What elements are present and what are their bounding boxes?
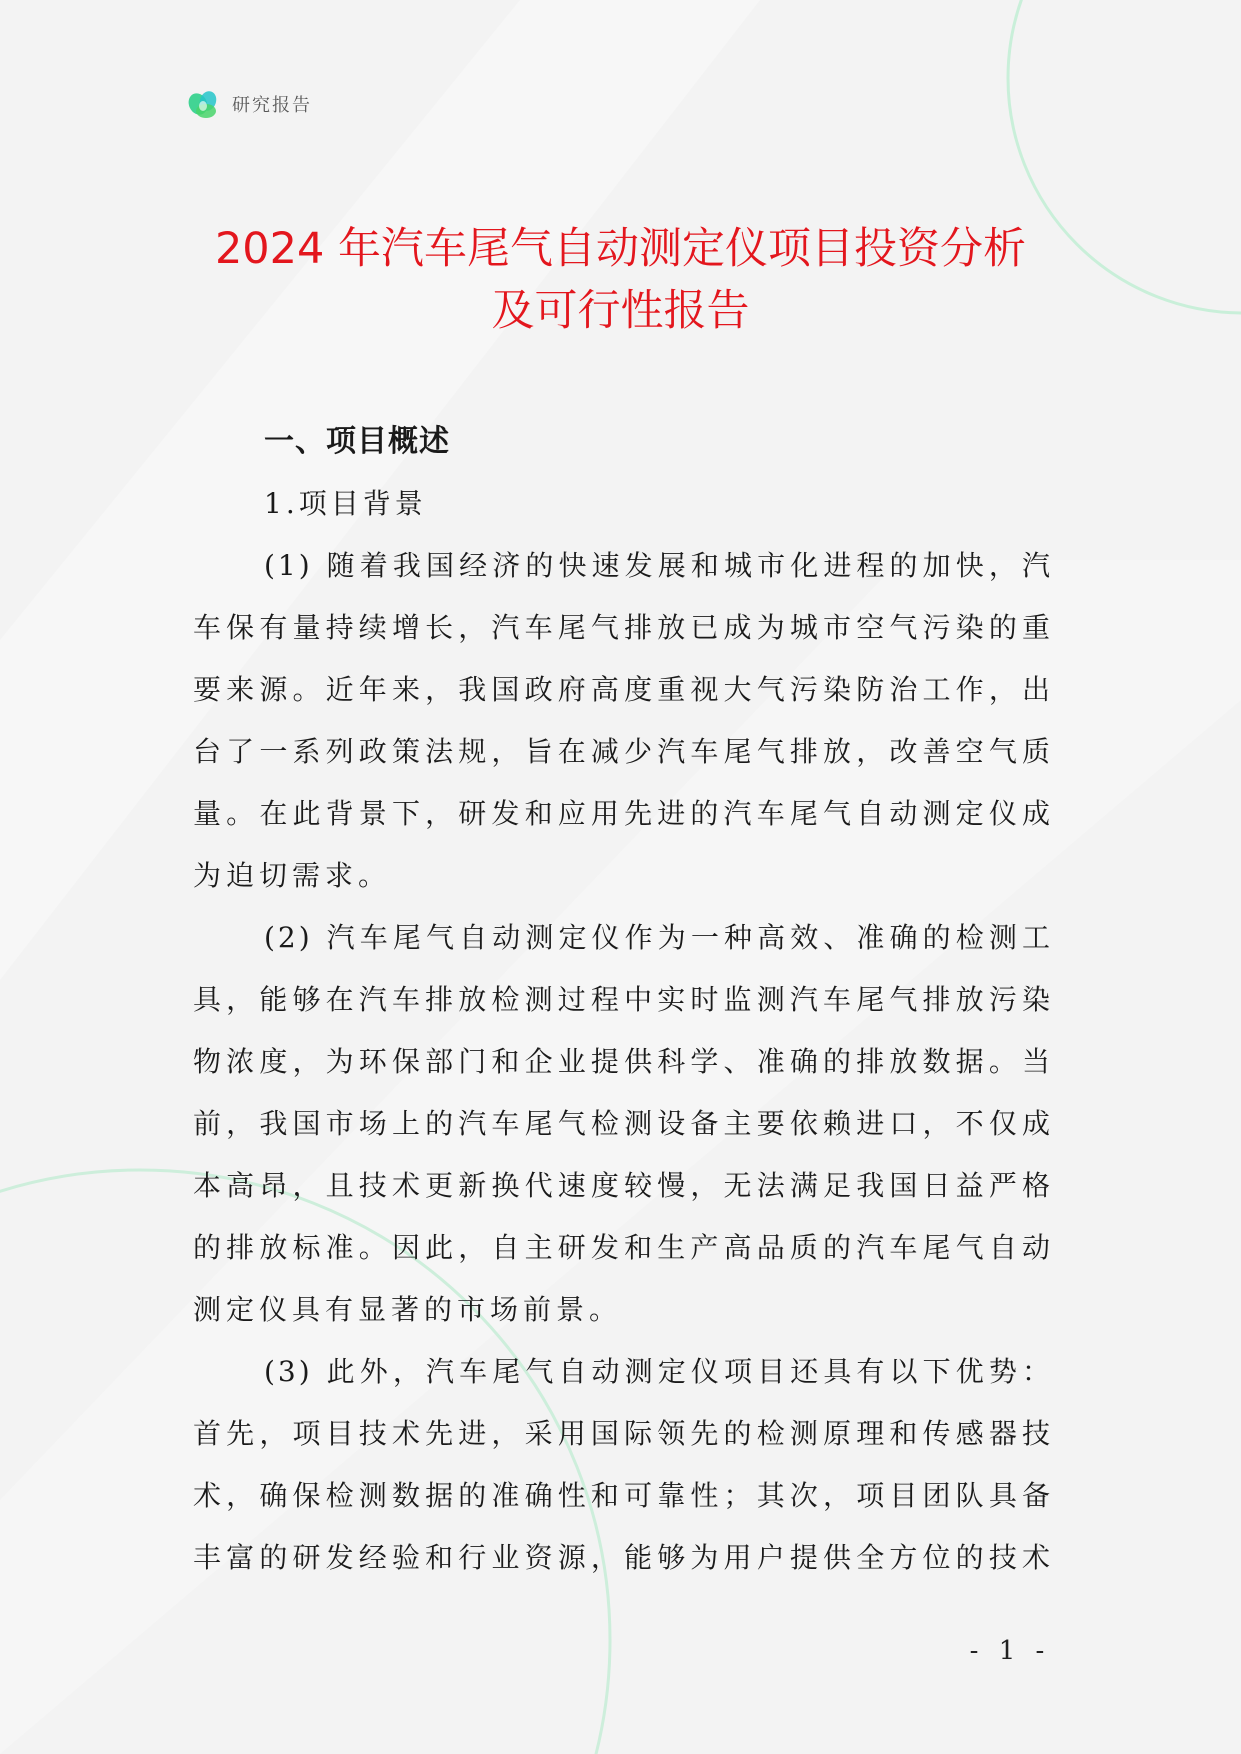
report-type-label: 研究报告 <box>232 95 312 116</box>
title-line-2: 及可行性报告 <box>491 286 750 336</box>
paragraph-3 <box>193 1341 1053 1589</box>
text-line: (1) 随着我国经济的快速发展和城市化进程的加快，汽 <box>264 549 1053 582</box>
text-line: 物浓度，为环保部门和企业提供科学、准确的排放数据。当 <box>193 1045 1053 1078</box>
brand-logo-icon <box>186 89 222 123</box>
paragraph-1 <box>193 535 1053 907</box>
section-heading: 一、项目概述 <box>264 424 450 459</box>
subsection-heading: 1.项目背景 <box>264 487 427 520</box>
title-line-1: 2024 年汽车尾气自动测定仪项目投资分析 <box>214 224 1027 274</box>
document-body <box>193 411 1053 1589</box>
text-line: 术，确保检测数据的准确性和可靠性；其次，项目团队具备 <box>193 1479 1053 1512</box>
text-line: 量。在此背景下，研发和应用先进的汽车尾气自动测定仪成 <box>193 797 1053 830</box>
text-line: 为迫切需求。 <box>193 859 392 892</box>
document-title <box>0 218 1241 342</box>
page-number: - 1 - <box>969 1636 1051 1666</box>
text-line: 本高昂，且技术更新换代速度较慢，无法满足我国日益严格 <box>193 1169 1053 1202</box>
brand-header <box>186 88 312 124</box>
text-line: 具，能够在汽车排放检测过程中实时监测汽车尾气排放污染 <box>193 983 1053 1016</box>
text-line: 前，我国市场上的汽车尾气检测设备主要依赖进口，不仅成 <box>193 1107 1053 1140</box>
text-line: 要来源。近年来，我国政府高度重视大气污染防治工作，出 <box>193 673 1053 706</box>
paragraph-2 <box>193 907 1053 1341</box>
text-line: (3) 此外，汽车尾气自动测定仪项目还具有以下优势： <box>264 1355 1053 1388</box>
text-line: 车保有量持续增长，汽车尾气排放已成为城市空气污染的重 <box>193 611 1053 644</box>
text-line: 台了一系列政策法规，旨在减少汽车尾气排放，改善空气质 <box>193 735 1053 768</box>
text-line: 测定仪具有显著的市场前景。 <box>193 1293 623 1326</box>
text-line: (2) 汽车尾气自动测定仪作为一种高效、准确的检测工 <box>264 921 1053 954</box>
text-line: 丰富的研发经验和行业资源，能够为用户提供全方位的技术 <box>193 1541 1053 1574</box>
text-line: 的排放标准。因此，自主研发和生产高品质的汽车尾气自动 <box>193 1231 1053 1264</box>
text-line: 首先，项目技术先进，采用国际领先的检测原理和传感器技 <box>193 1417 1053 1450</box>
